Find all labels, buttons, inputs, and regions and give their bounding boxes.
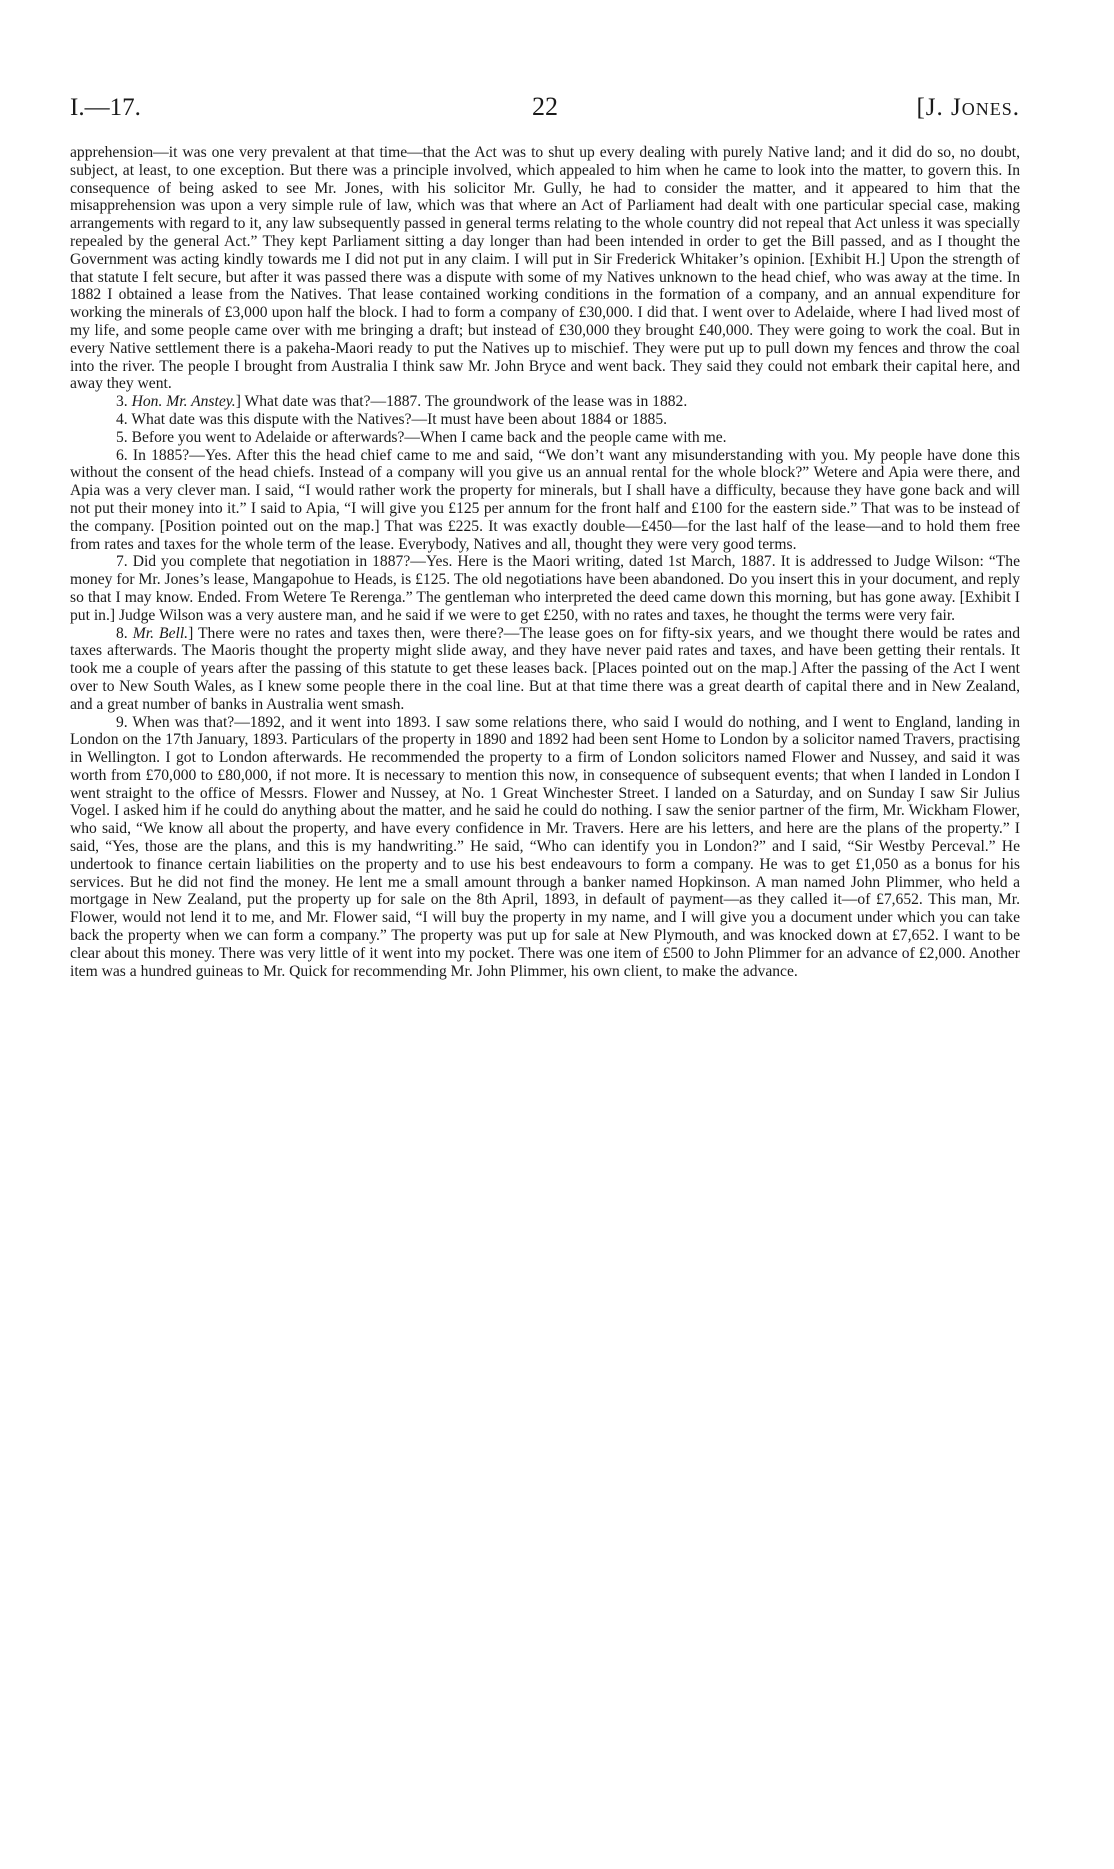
document-reference: I.—17.	[70, 94, 141, 121]
witness-name: [J. Jones.	[916, 94, 1020, 121]
speaker: Hon. Mr. Anstey.	[131, 393, 236, 411]
question-5: 5. Before you went to Adelaide or afterwards?—When I came back and the people came with me.	[116, 428, 727, 446]
question-6: 6. In 1885?—Yes. After this the head chief came to me and said, “We don’t want any misunderstanding with you. My people have done this without the consent of the head chiefs. Instead of a company will you give us an annual rental for the whole block?” Wetere and Apia were there, and Apia was a very clever man. I said, “I would rather work the property for minerals, but I shall have a difficulty, because they have gone back and will not put their money into it.” I said to Apia, “I will give you £125 per annum for the front half and £100 for the eastern side.” That was to be instead of the company. [Position pointed out on the map.] That was £225. It was exactly double—£450—for the last half of the lease—and to hold them free from rates and taxes for the whole term of the lease. Everybody, Natives and all, thought they were very good terms.	[70, 446, 1020, 553]
question-number: 6.	[116, 446, 128, 464]
speaker: Mr. Bell.	[132, 624, 189, 642]
question-number: 7.	[116, 553, 128, 571]
question-number: 3.	[116, 393, 128, 411]
question-4: 4. What date was this dispute with the Natives?—It must have been about 1884 or 1885.	[116, 410, 668, 428]
question-number: 5.	[116, 428, 128, 446]
question-3: 3. Hon. Mr. Anstey.] What date was that?—1887. The groundwork of the lease was in 1882.	[116, 393, 688, 411]
page-number: 22	[532, 92, 558, 121]
question-number: 8.	[116, 624, 128, 642]
question-9: 9. When was that?—1892, and it went into 1893. I saw some relations there, who said I would do nothing, and I went to England, landing in London on the 17th January, 1893. Particulars of the property in 1890 and 1892 had been sent Home to London by a solicitor named Travers, practising in Wellington. I got to London afterwards. He recommended the property to a firm of London solicitors named Flower and Nussey, and said it was worth from £70,000 to £80,000, if not more. It is necessary to mention this now, in consequence of subsequent events; that when I landed in London I went straight to the office of Messrs. Flower and Nussey, at No. 1 Great Winchester Street. I landed on a Saturday, and on Sunday I saw Sir Julius Vogel. I asked him if he could do anything about the matter, and he said he could do nothing. I saw the senior partner of the firm, Mr. Wickham Flower, who said, “We know all about the property, and have every confidence in Mr. Travers. Here are his letters, and here are the plans of the property.” I said, “Yes, those are the plans, and this is my handwriting.” He said, “Who can identify you in London?” and I said, “Sir Westby Perceval.” He undertook to finance certain liabilities on the property and to use his best endeavours to form a company. He was to get £1,050 as a bonus for his services. But he did not find the money. He lent me a small amount through a banker named Hopkinson. A man named John Plimmer, who held a mortgage in New Zealand, put the property up for sale on the 8th April, 1893, in default of payment—as they called it—of £7,652. This man, Mr. Flower, would not lend it to me, and Mr. Flower said, “I will buy the property in my name, and I will give you a document under which you can take back the property when we can form a company.” The property was put up for sale at New Plymouth, and was knocked down at £7,652. I want to be clear about this money. There was very little of it went into my pocket. There was one item of £500 to John Plimmer for an advance of £2,000. Another item was a hundred guineas to Mr. Quick for recommending Mr. John Plimmer, his own client, to make the advance.	[70, 713, 1020, 980]
question-8: 8. Mr. Bell.] There were no rates and taxes then, were there?—The lease goes on for fifty-six years, and we thought there would be rates and taxes afterwards. The Maoris thought the property might slide away, and they have never paid rates and taxes, and have been getting their rentals. It took me a couple of years after the passing of this statute to get these leases back. [Places pointed out on the map.] After the passing of the Act I went over to New South Wales, as I knew some people there in the coal line. But at that time there was a great dearth of capital there and in New Zealand, and a great number of banks in Australia went smash.	[70, 624, 1021, 713]
question-7: 7. Did you complete that negotiation in 1887?—Yes. Here is the Maori writing, dated 1st March, 1887. It is addressed to Judge Wilson: “The money for Mr. Jones’s lease, Mangapohue to Heads, is £125. The old negotiations have been abandoned. Do you insert this in your document, and reply so that I may know. Ended. From Wetere Te Rerenga.” The gentleman who interpreted the deed came down this morning, but has gone away. [Exhibit I put in.] Judge Wilson was a very austere man, and he said if we were to get £250, with no rates and taxes, he thought the terms were very fair.	[70, 553, 1020, 624]
question-number: 4.	[116, 410, 128, 428]
document-body	[70, 144, 1020, 980]
paragraph-continuation: apprehension—it was one very prevalent at that time—that the Act was to shut up every dealing with purely Native land; and it did do so, no doubt, subject, at least, to one exception. But there was a principle involved, which appealed to him when he came to look into the matter, to govern this. In consequence of being asked to see Mr. Jones, with his solicitor Mr. Gully, he had to consider the matter, and it appeared to him that the misapprehension was upon a very simple rule of law, which was that where an Act of Parliament had dealt with one particular special case, making arrangements with regard to it, any law subsequently passed in general terms relating to the whole country did not repeal that Act unless it was specially repealed by the general Act.” They kept Parliament sitting a day longer than had been intended in order to get the Bill passed, and as I thought the Government was acting kindly towards me I did not put in any claim. I will put in Sir Frederick Whitaker’s opinion. [Exhibit H.] Upon the strength of that statute I felt secure, but after it was passed there was a dispute with some of my Natives unknown to the head chief, who was away at the time. In 1882 I obtained a lease from the Natives. That lease contained working conditions in the formation of a company, and an annual expenditure for working the minerals of £3,000 upon half the block. I had to form a company of £30,000. I did that. I went over to Adelaide, where I had lived most of my life, and some people came over with me bringing a draft; but instead of £30,000 they brought £40,000. They were going to work the coal. But in every Native settlement there is a pakeha-Maori ready to put the Natives up to mischief. They were put up to pull down my fences and throw the coal into the river. The people I brought from Australia I think saw Mr. John Bryce and went back. They said they could not embark their capital here, and away they went.	[70, 144, 1020, 393]
question-number: 9.	[116, 713, 128, 731]
page-header	[70, 92, 1020, 132]
